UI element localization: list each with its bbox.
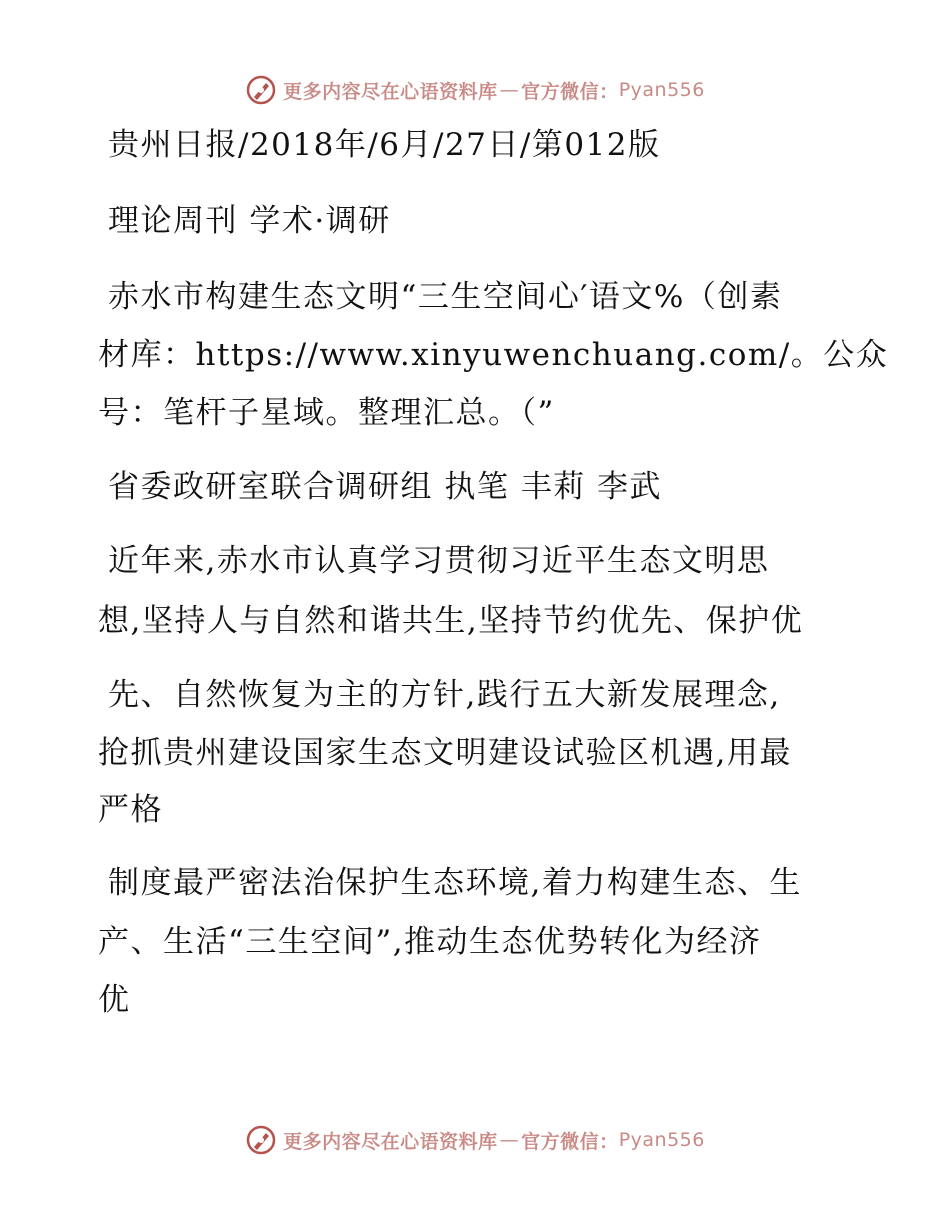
watermark-wechat-label: 官方微信：	[521, 1130, 619, 1153]
body-line: 产、生活“三生空间”,推动生态优势转化为经济	[98, 924, 762, 960]
watermark-footer	[0, 1120, 950, 1160]
watermark-wechat-account: Pyan556	[618, 79, 705, 101]
title-line: 材库：https://www.xinyuwenchuang.com/。公众	[98, 337, 889, 373]
watermark-wechat-label: 官方微信：	[521, 80, 619, 103]
column-line: 理论周刊 学术·调研	[108, 203, 391, 239]
body-line: 先、自然恢复为主的方针,践行五大新发展理念,	[108, 677, 781, 713]
body-line: 想,坚持人与自然和谐共生,坚持节约优先、保护优	[98, 603, 804, 639]
body-line: 抢抓贵州建设国家生态文明建设试验区机遇,用最	[98, 735, 792, 771]
pen-in-circle-icon	[245, 1124, 277, 1156]
body-line: 优	[98, 982, 131, 1018]
body-line: 近年来,赤水市认真学习贯彻习近平生态文明思	[108, 543, 770, 579]
source-line: 贵州日报/2018年/6月/27日/第012版	[108, 127, 661, 163]
watermark-dash: —	[499, 79, 520, 101]
author-line: 省委政研室联合调研组 执笔 丰莉 李武	[108, 469, 663, 505]
watermark-wechat-account: Pyan556	[618, 1129, 705, 1151]
body-line: 严格	[98, 792, 163, 828]
watermark-header	[0, 70, 950, 110]
watermark-brand-text: 更多内容尽在心语资料库	[283, 80, 498, 103]
watermark-brand-text: 更多内容尽在心语资料库	[283, 1130, 498, 1153]
title-line: 赤水市构建生态文明“三生空间心′语文%（创素	[108, 279, 783, 315]
title-line: 号：笔杆子星域。整理汇总。（”	[98, 395, 555, 431]
body-line: 制度最严密法治保护生态环境,着力构建生态、生	[108, 865, 802, 901]
pen-in-circle-icon	[245, 74, 277, 106]
watermark-dash: —	[499, 1129, 520, 1151]
